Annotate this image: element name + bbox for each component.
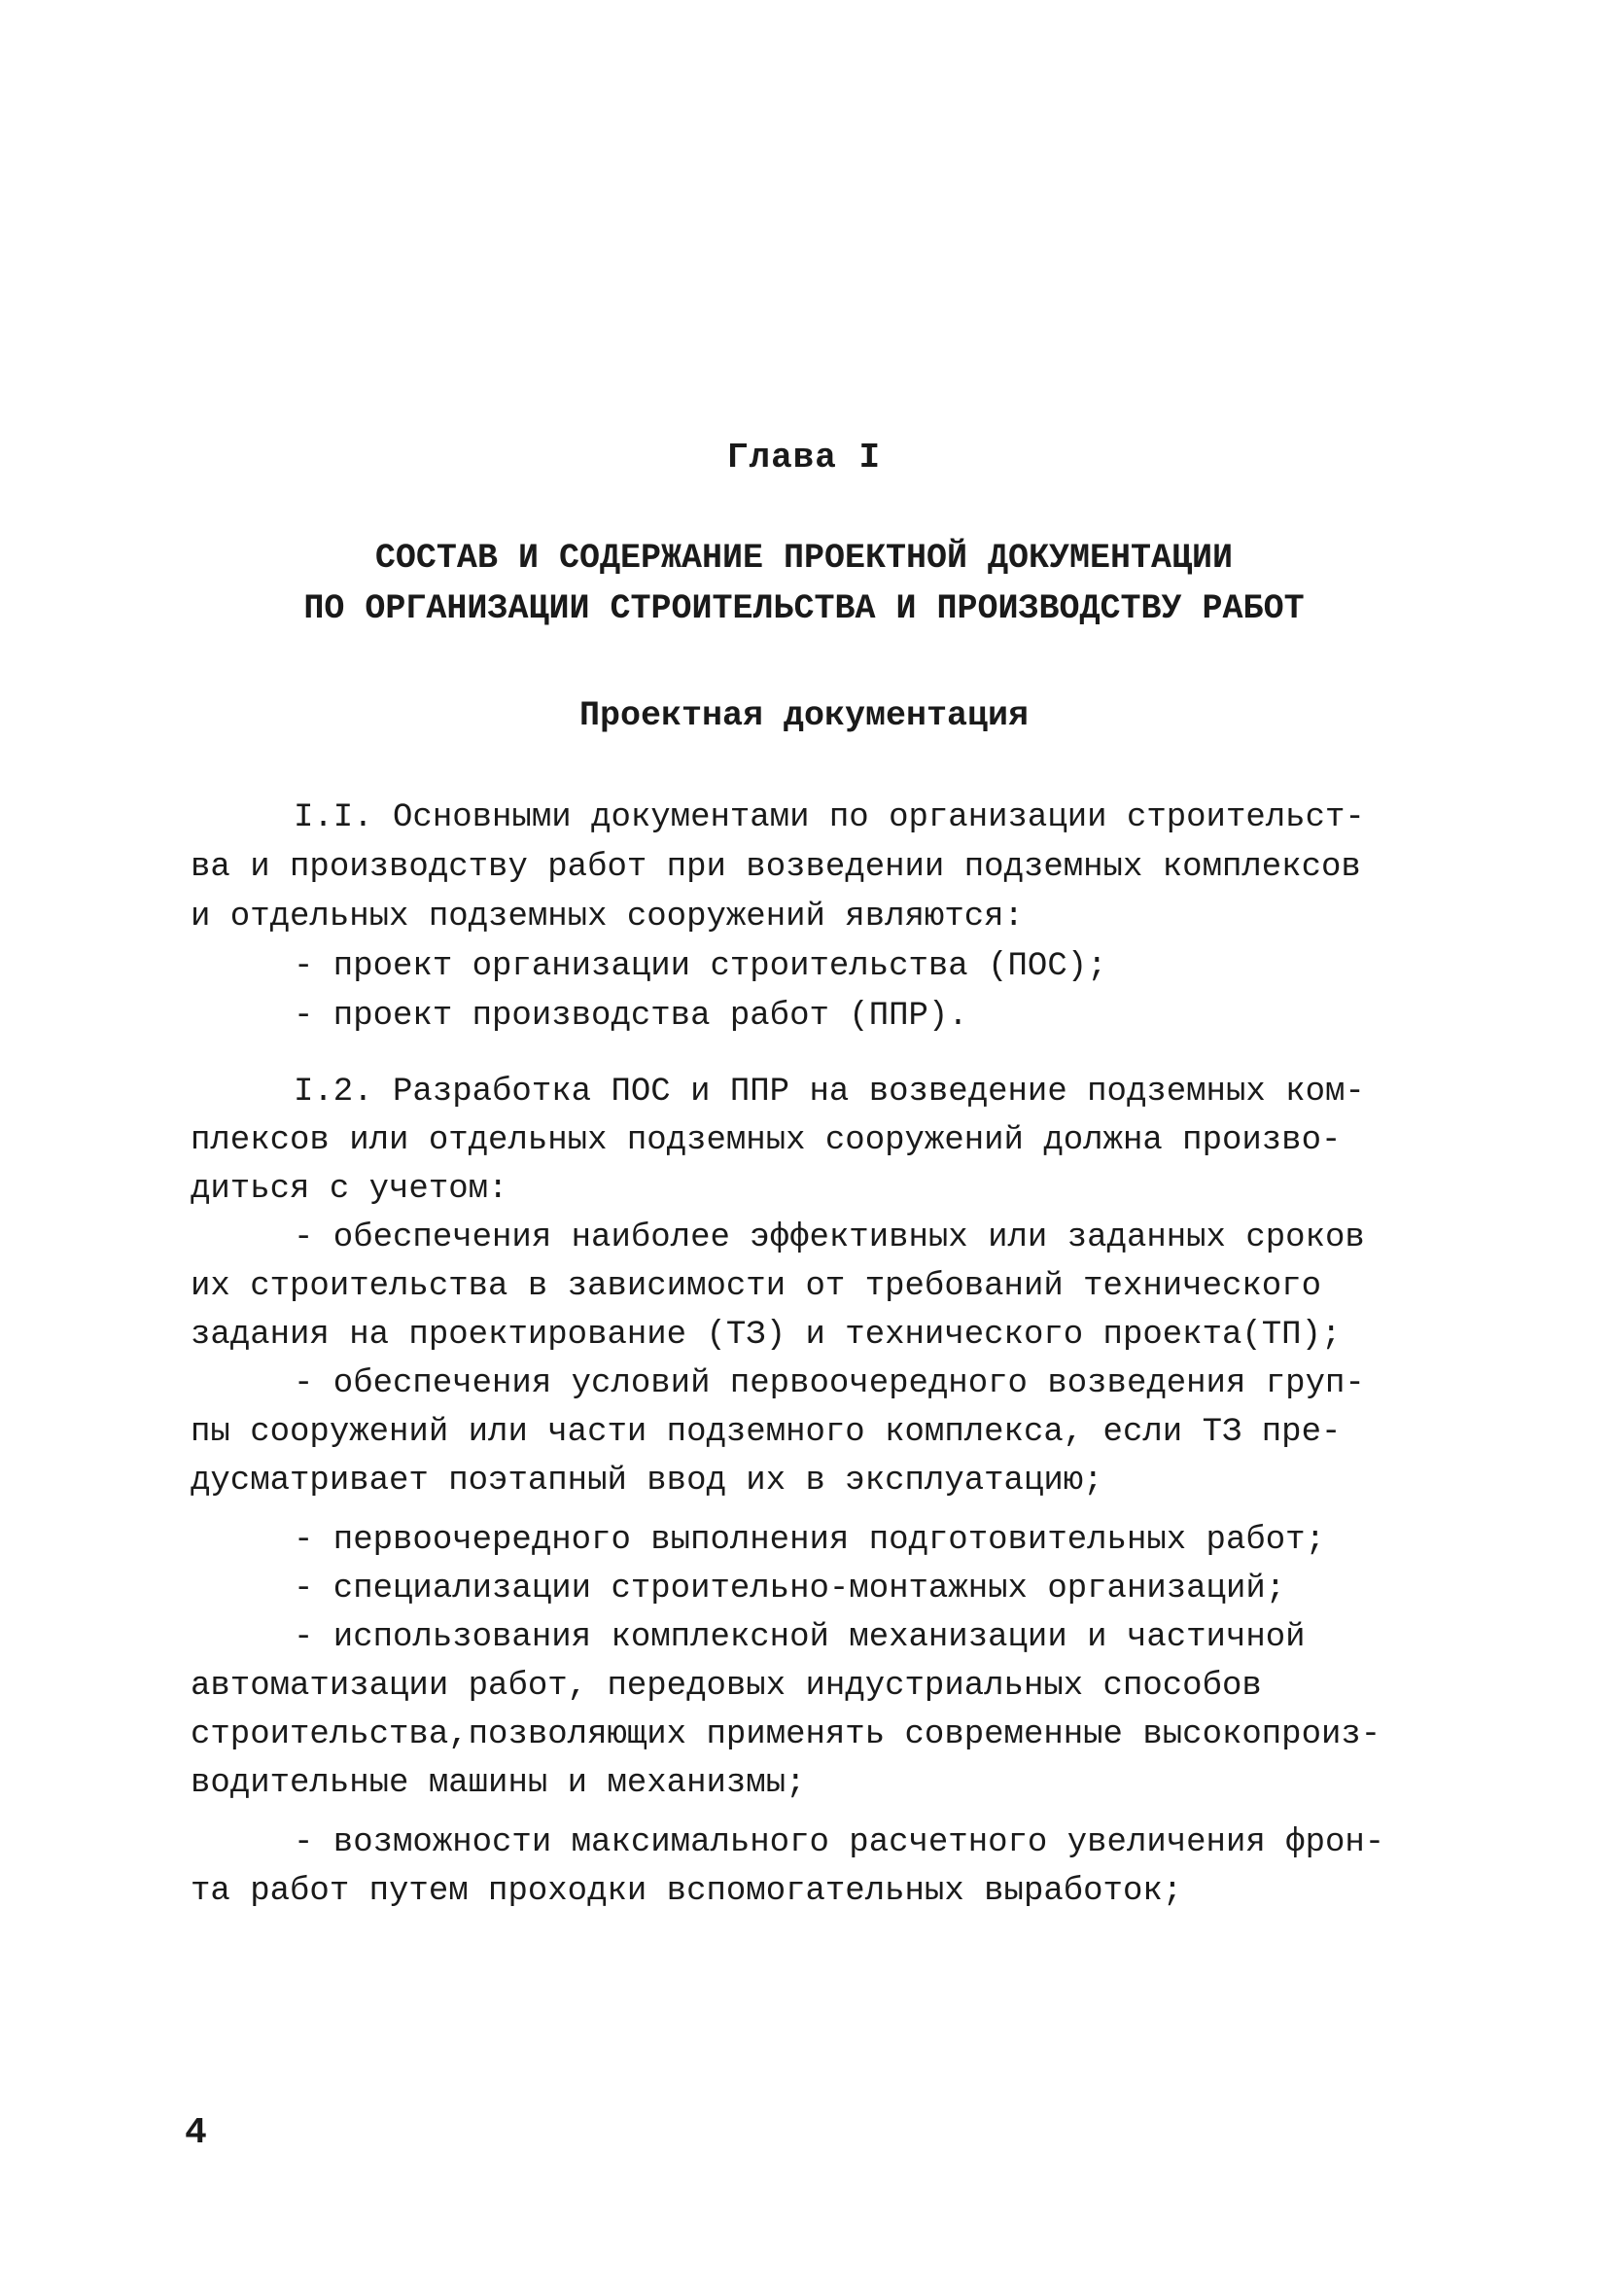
text-line: и отдельных подземных сооружений являются:: [191, 899, 1024, 936]
text-line: водительные машины и механизмы;: [191, 1765, 806, 1802]
text-line: плексов или отдельных подземных сооружений должна произво-: [191, 1122, 1342, 1159]
text-line: I.2. Разработка ПОС и ППР на возведение подземных ком-: [294, 1074, 1365, 1111]
text-line: пы сооружений или части подземного комплекса, если ТЗ пре-: [191, 1414, 1342, 1451]
text-line: дусматривает поэтапный ввод их в эксплуатацию;: [191, 1463, 1103, 1500]
text-line: их строительства в зависимости от требований технического: [191, 1268, 1321, 1305]
text-line: та работ путем проходки вспомогательных выработок;: [191, 1873, 1183, 1910]
text-line: - первоочередного выполнения подготовительных работ;: [294, 1522, 1325, 1559]
text-line: - специализации строительно-монтажных организаций;: [294, 1571, 1286, 1607]
text-line: строительства,позволяющих применять современные высокопроиз-: [191, 1716, 1381, 1753]
text-line: - обеспечения наиболее эффективных или заданных сроков: [294, 1219, 1365, 1256]
chapter-title-line-1: СОСТАВ И СОДЕРЖАНИЕ ПРОЕКТНОЙ ДОКУМЕНТАЦИИ: [374, 539, 1234, 578]
section-heading: Проектная документация: [578, 696, 1030, 735]
text-line: диться с учетом:: [191, 1171, 508, 1208]
text-line: I.I. Основными документами по организации строительст-: [294, 799, 1365, 836]
chapter-title-line-2: ПО ОРГАНИЗАЦИИ СТРОИТЕЛЬСТВА И ПРОИЗВОДСТВУ РАБОТ: [303, 589, 1305, 628]
text-line: - возможности максимального расчетного увеличения фрон-: [294, 1824, 1385, 1861]
text-line: автоматизации работ, передовых индустриальных способов: [191, 1668, 1262, 1705]
text-line: ва и производству работ при возведении подземных комплексов: [191, 849, 1361, 886]
page-number: 4: [185, 2112, 207, 2154]
chapter-heading: Глава I: [726, 438, 882, 477]
text-line: - проект производства работ (ППР).: [294, 998, 968, 1035]
text-line: задания на проектирование (ТЗ) и технического проекта(ТП);: [191, 1317, 1342, 1354]
text-line: - использования комплексной механизации и частичной: [294, 1619, 1306, 1656]
text-line: - обеспечения условий первоочередного возведения груп-: [294, 1365, 1365, 1402]
text-line: - проект организации строительства (ПОС);: [294, 948, 1107, 985]
